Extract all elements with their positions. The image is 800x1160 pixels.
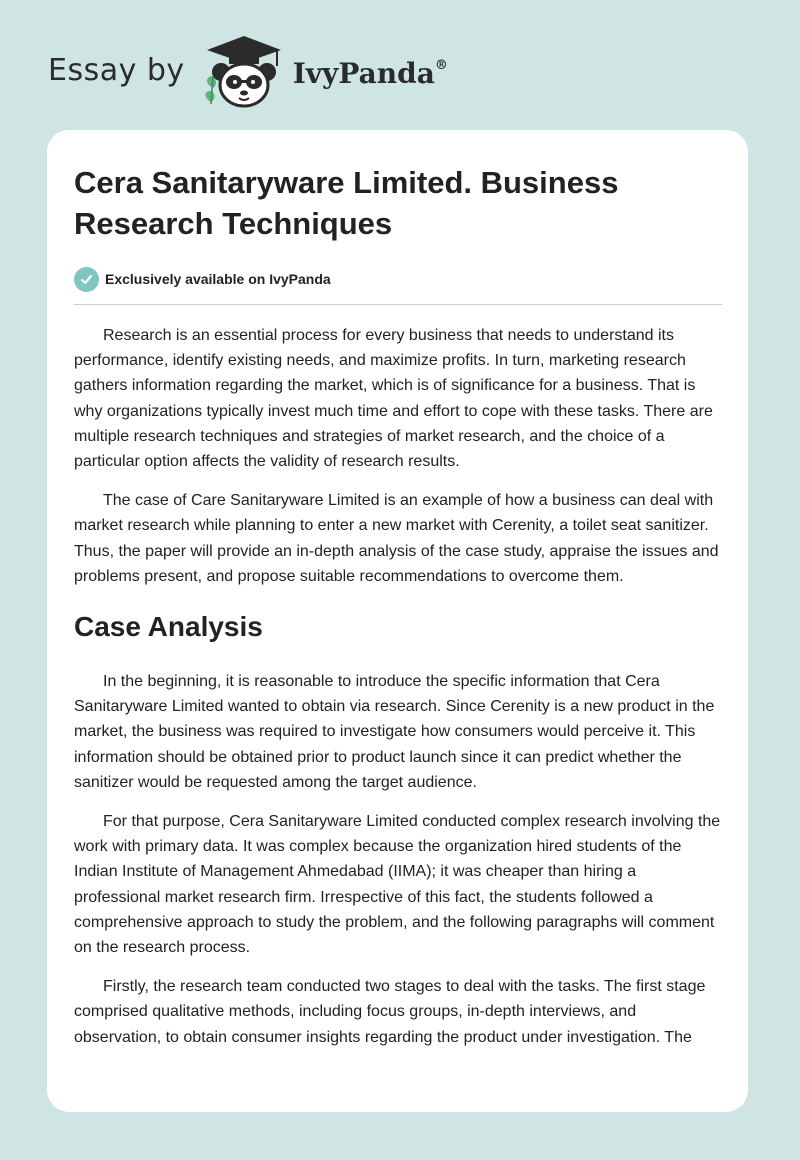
paragraph: Research is an essential process for every business that needs to understand its performance, identify existing needs, and maximize profits. In turn, marketing research gathers information regarding the market, which is of significance for a business. That is why organizations typically invest much time and effort to cope with these tasks. There are multiple research techniques and strategies of market research, and the choice of a particular option affects the validity of research results. [74,327,713,471]
paragraph: In the beginning, it is reasonable to introduce the specific information that Cera Sanitaryware Limited wanted to obtain via research. Since Cerenity is a new product in the market, the business was required to investigate how consumers would perceive it. This information should be obtained prior to product launch since it can predict whether the sanitizer would be requested among the target audience. [74,673,715,791]
essay-content [74,162,722,1050]
ivypanda-logo-icon[interactable] [199,30,289,110]
paragraph: The case of Care Sanitaryware Limited is an example of how a business can deal with market research while planning to enter a new market with Cerenity, a toilet seat sanitizer. Thus, the paper will provide an in-depth analysis of the case study, appraise the issues and problems present, and propose suitable recommendations to overcome them. [74,492,719,585]
essay-by-label: Essay by [48,52,185,88]
essay-title: Cera Sanitaryware Limited. Business Research Techniques [74,165,619,241]
exclusive-badge-label: Exclusively available on IvyPanda [105,271,331,287]
exclusive-badge [74,266,722,292]
section-heading: Case Analysis [74,611,263,643]
divider [74,304,722,305]
site-header [48,30,508,110]
essay-card [47,130,748,1112]
brand-name: IvyPanda® [292,56,448,90]
check-icon [74,267,99,292]
paragraph: For that purpose, Cera Sanitaryware Limited conducted complex research involving the work with primary data. It was complex because the organization hired students of the Indian Institute of Management Ahmedabad (IIMA); it was cheaper than hiring a professional market research firm. Irrespective of this fact, the students followed a comprehensive approach to study the problem, and the following paragraphs will comment on the research process. [74,813,721,957]
paragraph: Firstly, the research team conducted two stages to deal with the tasks. The first stage comprised qualitative methods, including focus groups, in-depth interviews, and observation, to obtain consumer insights regarding the product under investigation. The [74,978,706,1046]
